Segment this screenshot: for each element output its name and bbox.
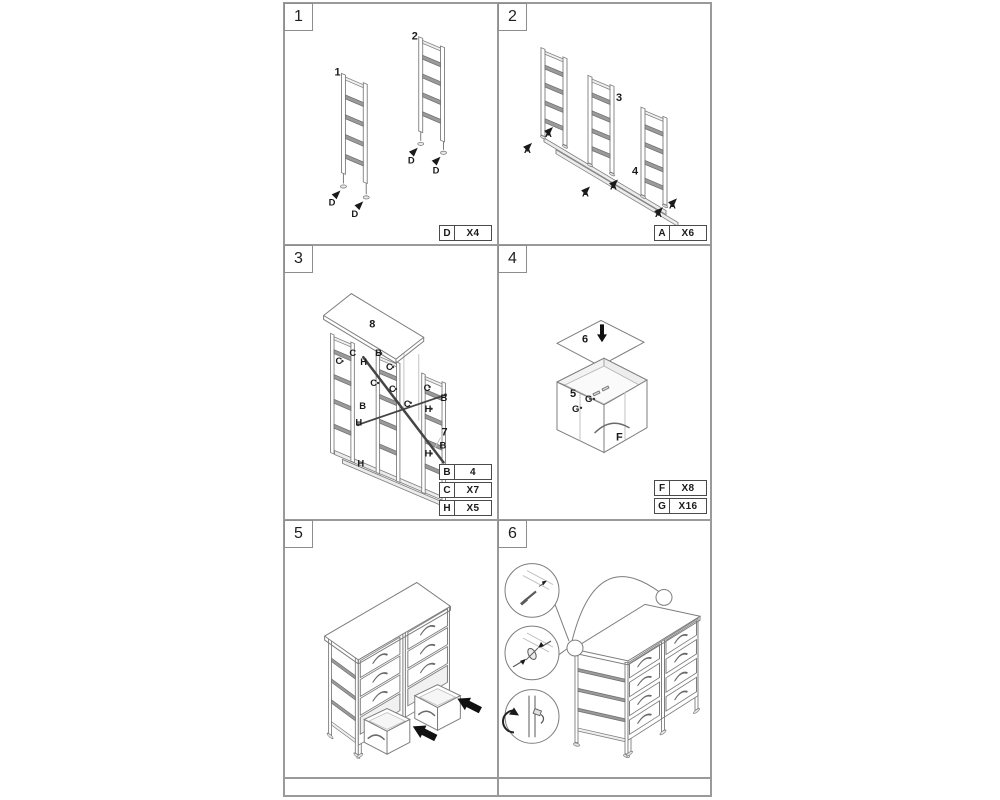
column-divider (497, 779, 499, 795)
callout-label: B (359, 399, 367, 411)
part-quantity: X6 (681, 227, 695, 239)
part-quantity: X5 (466, 502, 480, 514)
detail-circle-hook-icon (503, 690, 559, 744)
part-letter: A (655, 226, 670, 240)
step-number-box (284, 245, 313, 273)
parts-table (439, 225, 492, 241)
callout-label: G (585, 393, 593, 405)
fabric-drawer-box (557, 358, 647, 452)
part-quantity: X8 (681, 482, 695, 494)
parts-table-row (654, 480, 707, 496)
parts-table-row (439, 500, 492, 516)
bottom-rail-back (544, 138, 666, 215)
callout-label: 2 (411, 30, 418, 43)
step-number-box (498, 520, 527, 548)
callout-label: B (439, 439, 447, 451)
callout-label: A (582, 188, 589, 200)
step-4-panel (499, 246, 710, 521)
step-4-illustration (499, 246, 710, 519)
callout-label: A (669, 200, 676, 212)
part-letter: B (440, 465, 455, 479)
instruction-sheet (283, 2, 712, 797)
part-letter: G (655, 499, 670, 513)
callout-label: H (360, 356, 368, 368)
part-quantity: X16 (678, 500, 698, 512)
callout-label: F (616, 431, 623, 444)
callout-label: H (424, 402, 432, 414)
parts-table-row (654, 225, 707, 241)
callout-label: C (386, 361, 393, 373)
callout-label: G (572, 403, 580, 415)
callout-label: 5 (570, 387, 577, 400)
callout-label: C (389, 382, 396, 394)
callout-label: 3 (616, 92, 623, 105)
part-letter: D (440, 226, 455, 240)
callout-label: H (355, 416, 363, 428)
callout-label: D (351, 208, 359, 220)
callout-label: D (407, 154, 415, 166)
parts-table-row (439, 482, 492, 498)
callout-label: 6 (582, 333, 589, 346)
callout-label: C (403, 397, 411, 409)
callout-label: 1 (334, 66, 341, 79)
parts-table-row (654, 498, 707, 514)
callout-label: A (610, 181, 617, 193)
callout-label: 8 (369, 318, 376, 331)
side-frame-middle (588, 75, 615, 176)
callout-label: H (357, 457, 365, 469)
detail-circle-bolt-icon (505, 626, 559, 680)
step-number-box (284, 3, 313, 31)
step-number: 6 (508, 525, 517, 542)
callout-label: C (423, 381, 431, 393)
step-3-panel (285, 246, 499, 521)
step-2-illustration (499, 4, 710, 244)
side-frame-part2 (419, 37, 445, 142)
callout-label: C (335, 355, 343, 367)
callout-label: B (440, 391, 448, 403)
strap-anchor-circle (567, 640, 583, 656)
side-frame-right (641, 107, 668, 208)
step-number: 1 (294, 8, 303, 25)
part-letter: H (440, 501, 455, 515)
part-quantity: X4 (466, 227, 480, 239)
step-5-panel (285, 521, 499, 779)
step-2-panel (499, 4, 710, 246)
step-number: 3 (294, 250, 303, 267)
step-number-box (498, 245, 527, 273)
callout-label: B (375, 347, 382, 359)
insert-arrow-icon (457, 698, 482, 714)
part-quantity: X7 (466, 484, 480, 496)
callout-label: C (370, 376, 377, 388)
callout-label: A (655, 209, 662, 221)
detail-circle-screw-icon (505, 564, 559, 618)
callout-label: 4 (632, 165, 639, 178)
parts-table-row (439, 225, 492, 241)
leader-line (555, 604, 569, 641)
step-number-box (284, 520, 313, 548)
parts-table (439, 464, 492, 516)
parts-table (654, 480, 707, 514)
callout-label: 7 (441, 426, 448, 439)
step-number-box (498, 3, 527, 31)
step-number: 2 (508, 8, 517, 25)
step-6-illustration (499, 521, 710, 777)
step-number: 4 (508, 250, 517, 267)
callout-label: A (545, 128, 552, 140)
callout-label: A (524, 144, 531, 156)
step-5-illustration (285, 521, 497, 777)
dresser-side-frame (574, 651, 630, 758)
part-letter: C (440, 483, 455, 497)
parts-table-row (439, 464, 492, 480)
callout-label: C (349, 347, 357, 359)
step-1-illustration (285, 4, 497, 244)
callout-label: D (432, 164, 440, 176)
part-quantity: 4 (470, 466, 476, 478)
part-letter: F (655, 481, 670, 495)
strap-anchor-circle (656, 589, 672, 605)
callout-label: H (424, 447, 432, 459)
step-6-panel (499, 521, 710, 779)
side-frame-part1 (341, 73, 367, 183)
step-1-panel (285, 4, 499, 246)
callout-label: D (328, 196, 336, 208)
parts-table (654, 225, 707, 241)
step-number: 5 (294, 525, 303, 542)
